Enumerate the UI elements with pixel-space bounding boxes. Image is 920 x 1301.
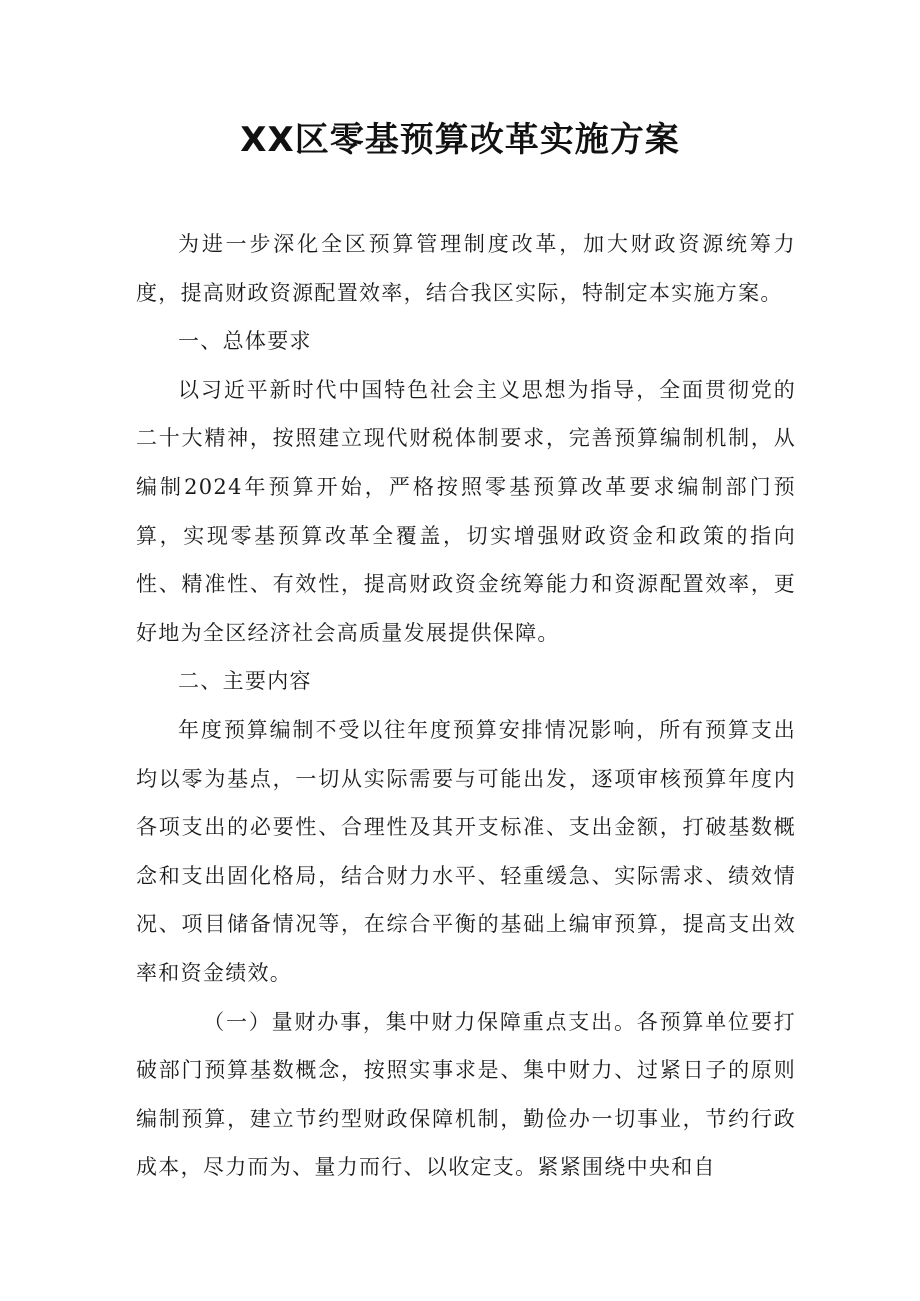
document-body (136, 220, 796, 1192)
document-title: XX区零基预算改革实施方案 (240, 120, 680, 160)
section2-heading: 二、主要内容 (178, 669, 312, 694)
section2-paragraph: 年度预算编制不受以往年度预算安排情况影响，所有预算支出均以零为基点，一切从实际需要与可能出发，逐项审核预算年度内各项支出的必要性、合理性及其开支标准、支出金额，打破基数概念和支出固化格局，结合财力水平、轻重缓急、实际需求、绩效情况、项目储备情况等，在综合平衡的基础上编审预算，提高支出效率和资金绩效。 (136, 717, 796, 985)
section1-heading: 一、总体要求 (178, 329, 312, 354)
intro-paragraph: 为进一步深化全区预算管理制度改革，加大财政资源统筹力度，提高财政资源配置效率，结合我区实际，特制定本实施方案。 (136, 232, 796, 305)
subsection1-paragraph: （一）量财办事，集中财力保障重点支出。各预算单位要打破部门预算基数概念，按照实事求是、集中财力、过紧日子的原则编制预算，建立节约型财政保障机制，勤俭办一切事业，节约行政成本，尽力而为、量力而行、以收定支。紧紧围绕中央和自 (136, 1009, 796, 1180)
section1-paragraph: 以习近平新时代中国特色社会主义思想为指导，全面贯彻党的二十大精神，按照建立现代财税体制要求，完善预算编制机制，从编制2024年预算开始，严格按照零基预算改革要求编制部门预算，实现零基预算改革全覆盖，切实增强财政资金和政策的指向性、精准性、有效性，提高财政资金统筹能力和资源配置效率，更好地为全区经济社会高质量发展提供保障。 (136, 377, 796, 645)
